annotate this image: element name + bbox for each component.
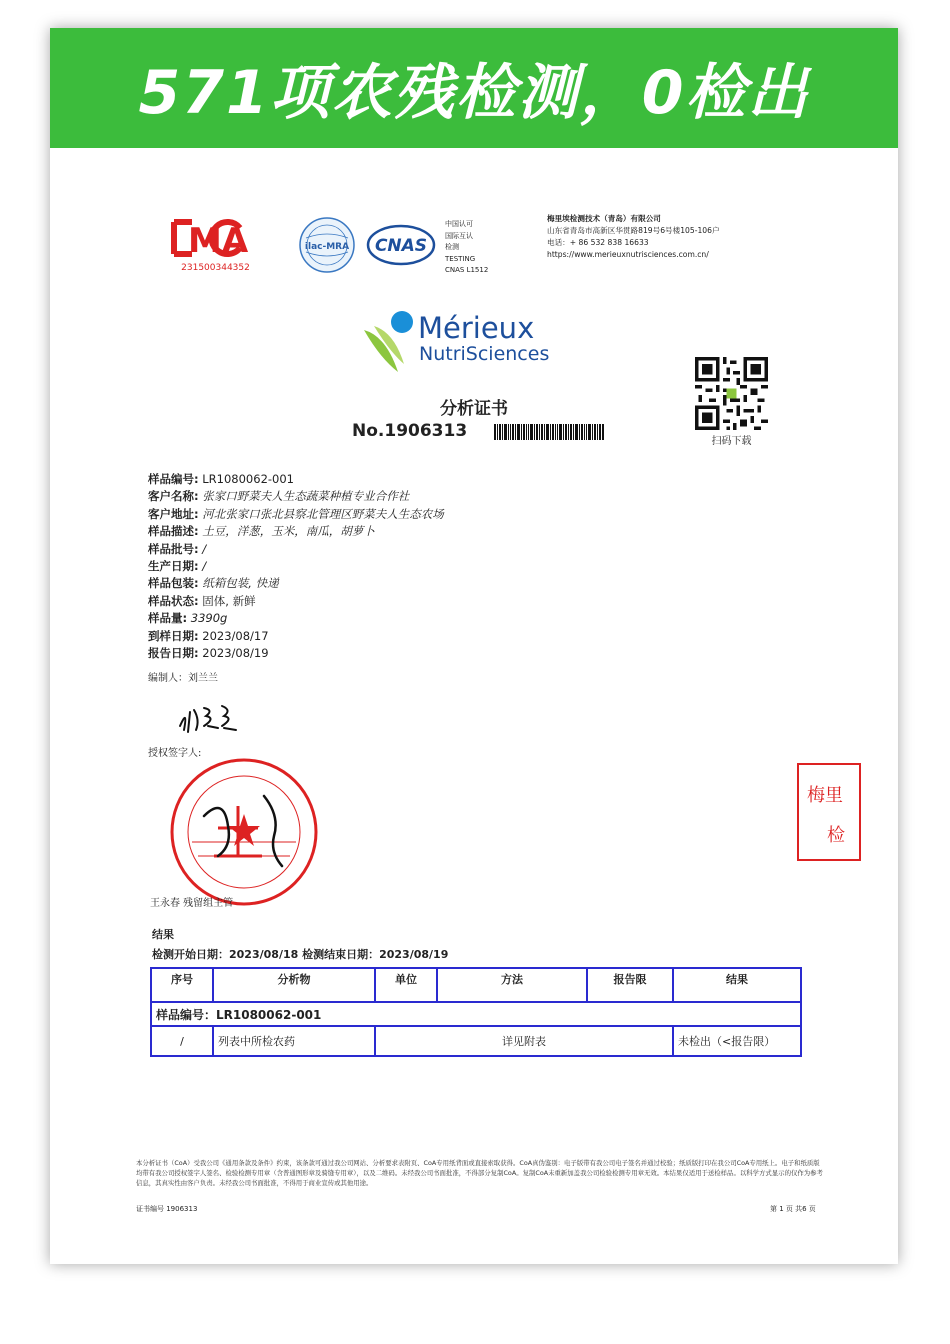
header-analyte: 分析物 — [213, 968, 375, 1002]
sample-id-row: 样品编号：LR1080062-001 — [151, 1002, 801, 1026]
field-row-production-date: 生产日期: / — [148, 559, 207, 574]
header-limit: 报告限 — [587, 968, 673, 1002]
test-dates: 检测开始日期：2023/08/18 检测结束日期：2023/08/19 — [152, 948, 449, 961]
merieux-subname: NutriSciences — [419, 343, 550, 365]
results-heading: 结果 — [152, 928, 174, 941]
field-row-sample-id: 样品编号: LR1080062-001 — [148, 472, 294, 486]
cnas-logo — [366, 224, 436, 266]
cell-no: / — [151, 1026, 213, 1056]
barcode — [494, 424, 604, 440]
cma-text: MA — [188, 221, 249, 261]
lab-phone: 电话：+ 86 532 838 16633 — [547, 238, 649, 247]
lab-name: 梅里埃检测技术（青岛）有限公司 — [547, 214, 661, 223]
compiler: 编制人：刘兰兰 — [148, 673, 218, 684]
header-method: 方法 — [437, 968, 587, 1002]
lab-address: 山东省青岛市高新区华贯路819号6号楼105-106户 — [547, 226, 720, 235]
field-row-client-name: 客户名称: 张家口野菜夫人生态蔬菜种植专业合作社 — [148, 489, 410, 504]
header-unit: 单位 — [375, 968, 437, 1002]
cnas-accreditation-text: 中国认可 国际互认 检测 TESTING CNAS L1512 — [445, 220, 489, 274]
handwritten-signature — [174, 696, 244, 738]
cell-result: 未检出（<报告限） — [673, 1026, 801, 1056]
table-header-row — [151, 968, 801, 1002]
top-banner — [50, 28, 898, 148]
field-row-condition: 样品状态: 固体, 新鲜 — [148, 593, 256, 608]
lab-info — [547, 213, 720, 261]
merieux-logo — [360, 306, 570, 376]
footnote: 本分析证书（CoA）受我公司《通用条款及条件》约束，该条款可通过我公司网站、分析要求表附页、CoA专用纸背面或直接索取获得。CoA真伪鉴别：电子版带有我公司电子签名并通过校验；纸质版打印在我公司CoA专用纸上。电子和纸质版均带有我公司授权签字人签名、检验检测专用章（含普通图形章及骑缝专用章），以及二维码。未经我公司书面批准，不得部分复制CoA。复制CoA未重新加盖我公司检验检测专用章无效。本结果仅适用于送检样品。以科学方式显示的仅作为参考信息，其真实性由客户负责。未经我公司书面批准，不得用于商业宣传或其他用途。 — [136, 1159, 823, 1187]
cell-analyte: 列表中所检农药 — [213, 1026, 375, 1056]
field-row-client-address: 客户地址: 河北张家口张北县察北管理区野菜夫人生态农场 — [148, 506, 444, 521]
certificate-title: 分析证书 — [440, 399, 508, 419]
cell-method: 详见附表 — [375, 1026, 673, 1056]
official-seal — [168, 756, 320, 908]
ilac-text: ilac-MRA — [304, 242, 350, 252]
side-stamp-box: 梅里 检 — [797, 763, 861, 861]
signer-label: 授权签字人: — [148, 748, 202, 759]
cnas-text: CNAS — [374, 236, 428, 256]
lab-url: https://www.merieuxnutrisciences.com.cn/ — [547, 250, 709, 259]
table-row — [151, 1026, 801, 1056]
field-row-received-date: 到样日期: 2023/08/17 — [148, 628, 269, 643]
table-row — [151, 1002, 801, 1026]
page-number: 第 1 页 共6 页 — [770, 1205, 816, 1213]
qr-label: 扫码下载 — [711, 436, 752, 447]
certificate-sheet — [50, 28, 898, 1264]
field-row-quantity: 样品量: 3390g — [148, 611, 228, 626]
results-table — [150, 967, 802, 1057]
header-no: 序号 — [151, 968, 213, 1002]
field-row-packaging: 样品包装: 纸箱包装, 快递 — [148, 576, 279, 591]
field-row-sample-description: 样品描述: 土豆，洋葱，玉米，南瓜，胡萝卜 — [148, 524, 375, 539]
signer-name: 王永春 残留组主管 — [150, 898, 234, 909]
certificate-footer-number: 证书编号 1906313 — [136, 1205, 198, 1213]
certificate-number: No.1906313 — [352, 421, 468, 441]
cma-number: 231500344352 — [181, 263, 250, 273]
ilac-mra-logo — [298, 216, 356, 274]
field-row-batch: 样品批号: / — [148, 541, 207, 556]
banner-title: 571项农残检测，0检出 — [138, 58, 810, 128]
header-result: 结果 — [673, 968, 801, 1002]
sample-fields — [148, 471, 444, 662]
merieux-name: Mérieux — [418, 311, 535, 345]
field-row-report-date: 报告日期: 2023/08/19 — [148, 646, 269, 661]
